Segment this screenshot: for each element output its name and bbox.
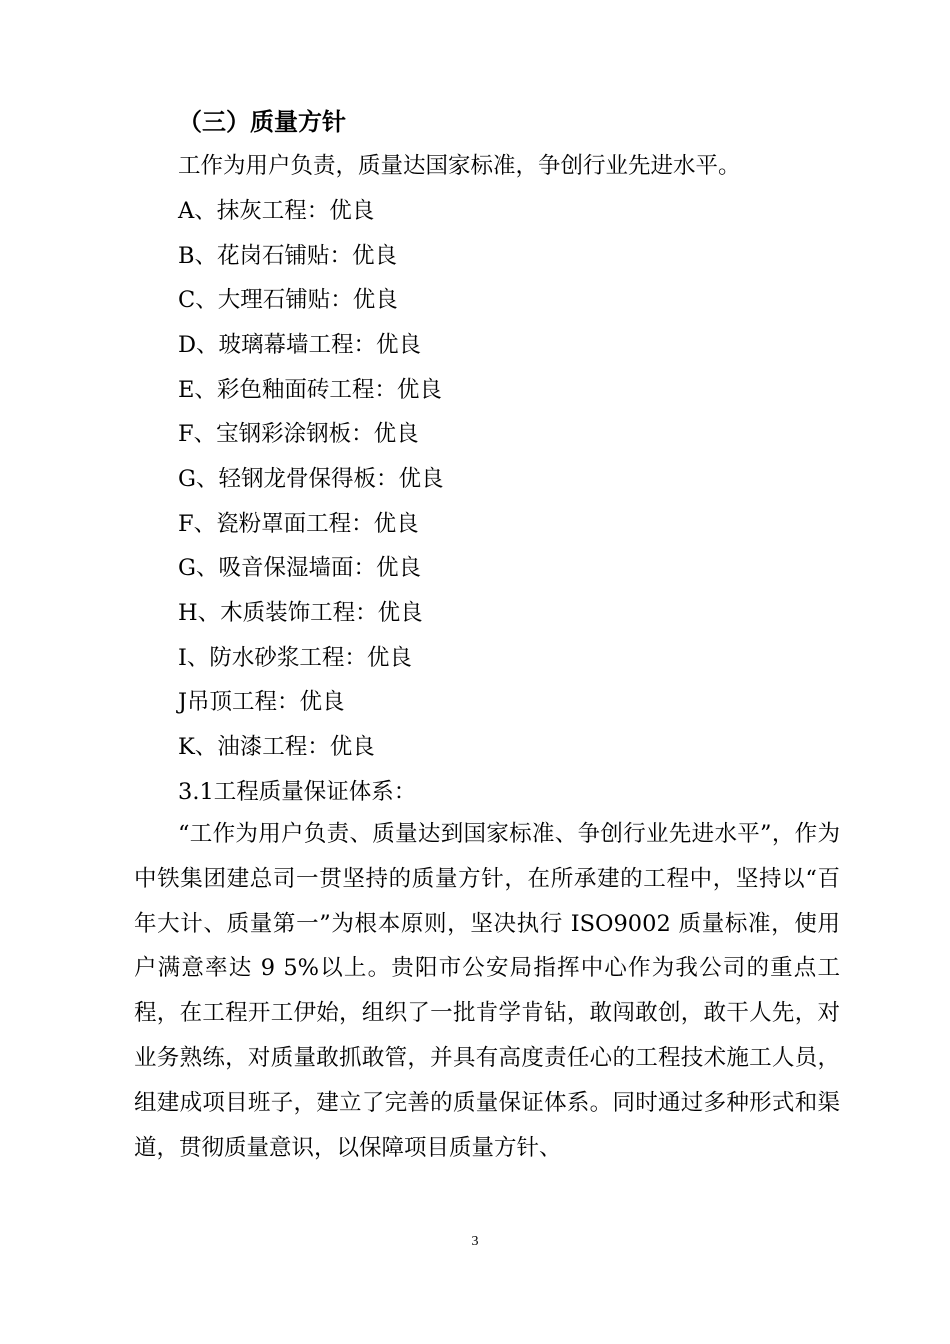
quality-item: G、轻钢龙骨保得板：优良	[178, 466, 444, 492]
quality-item: I、防水砂浆工程：优良	[178, 645, 412, 671]
quality-item: H、木质装饰工程：优良	[178, 600, 423, 626]
quality-item: A、抹灰工程：优良	[178, 198, 375, 224]
quality-item: F、瓷粉罩面工程：优良	[178, 511, 419, 537]
quality-item: F、宝钢彩涂钢板：优良	[178, 421, 419, 447]
page-number: 3	[471, 1234, 479, 1249]
quality-item: E、彩色釉面砖工程：优良	[178, 377, 442, 403]
quality-item: D、玻璃幕墙工程：优良	[178, 332, 422, 358]
quality-item: K、油漆工程：优良	[178, 734, 375, 760]
body-paragraph: “工作为用户负责、质量达到国家标准、争创行业先进水平”，作为中铁集团建总司一贯坚持的质量方针，在所承建的工程中，坚持以“百年大计、质量第一”为根本原则，坚决执行 ISO9002 质量标准，使用户满意率达 9 5%以上。贵阳市公安局指挥中心作为我公司的重点工程，在工程开工伊始，组织了一批肯学肯钻，敢闯敢创，敢干人先，对业务熟练，对质量敢抓敢管，并具有高度责任心的工程技术施工人员，组建成项目班子，建立了完善的质量保证体系。同时通过多种形式和渠道，贯彻质量意识，以保障项目质量方针、	[134, 821, 840, 1161]
quality-item: B、花岗石铺贴：优良	[178, 243, 398, 269]
quality-policy-text: 工作为用户负责，质量达国家标准，争创行业先进水平。	[178, 153, 741, 179]
quality-item: J吊顶工程：优良	[178, 689, 345, 715]
quality-item: C、大理石铺贴：优良	[178, 287, 398, 313]
section-heading: （三）质量方针	[178, 108, 346, 136]
quality-item: G、吸音保湿墙面：优良	[178, 555, 421, 581]
subsection-title: 3.1工程质量保证体系：	[178, 779, 417, 805]
